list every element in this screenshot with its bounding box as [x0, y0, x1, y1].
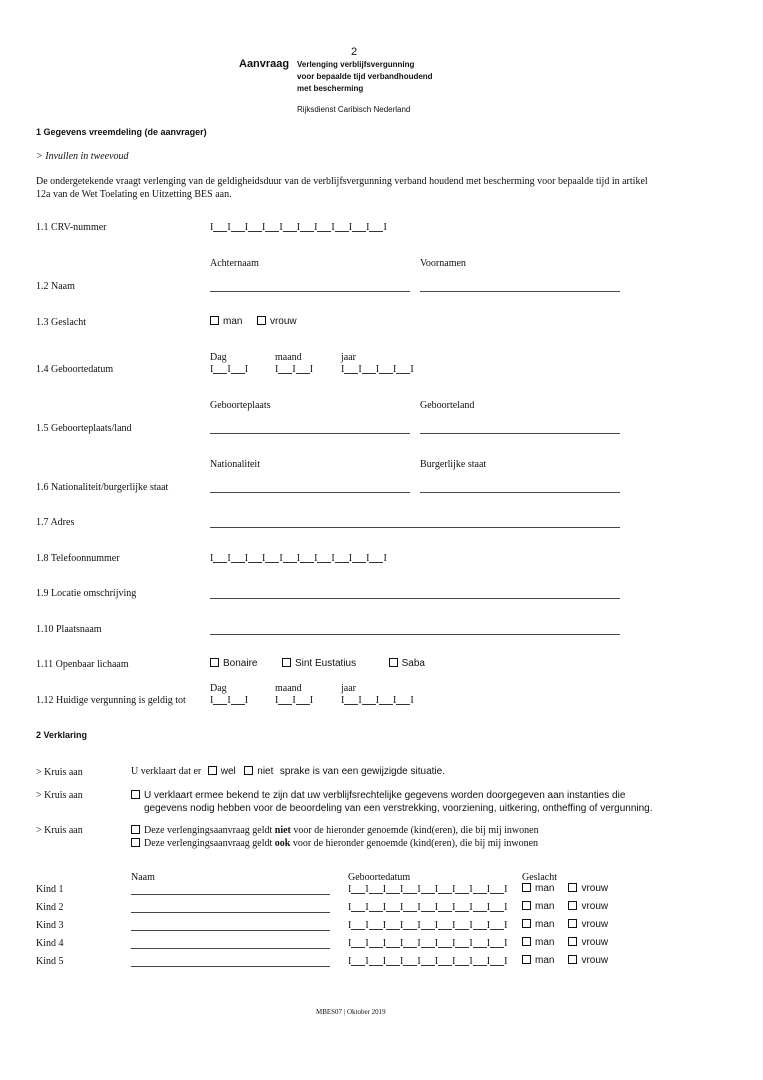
burgerlijke-staat-field[interactable]	[420, 492, 620, 493]
achternaam-field[interactable]	[210, 291, 410, 292]
child-geslacht-options	[522, 937, 608, 948]
instruction-text: > Invullen in tweevoud	[36, 151, 129, 162]
checkbox-vrouw[interactable]: vrouw	[568, 901, 608, 912]
child-geboortedatum-field[interactable]: I I I I I I I I I I	[348, 902, 508, 913]
nationaliteit-field[interactable]	[210, 492, 410, 493]
checkbox-vrouw[interactable]: vrouw	[568, 919, 608, 930]
checkbox-niet[interactable]: niet	[244, 766, 273, 777]
checkbox-man[interactable]: man	[522, 919, 554, 930]
openbaar-lichaam-options	[210, 658, 425, 669]
checkbox-icon	[568, 883, 577, 892]
child-geslacht-options	[522, 919, 608, 930]
label-nationaliteit: 1.6 Nationaliteit/burgerlijke staat	[36, 482, 169, 493]
statement-situatie: U verklaart dat er wel niet sprake is van een gewijzigde situatie.	[131, 766, 445, 777]
child-geslacht-options	[522, 955, 608, 966]
child-label: Kind 2	[36, 902, 64, 913]
voornamen-field[interactable]	[420, 291, 620, 292]
geboorteplaats-field[interactable]	[210, 433, 410, 434]
date-maand-label: maand	[275, 352, 302, 363]
checkbox-vrouw[interactable]: vrouw	[568, 955, 608, 966]
label-geslacht: 1.3 Geslacht	[36, 317, 86, 328]
checkbox-icon	[208, 766, 217, 775]
form-title: Aanvraag	[239, 58, 290, 70]
locatie-omschrijving-field[interactable]	[210, 598, 620, 599]
col-geboorteland: Geboorteland	[420, 400, 475, 411]
col-geboortedatum: Geboortedatum	[348, 872, 411, 883]
child-naam-field[interactable]	[131, 930, 330, 931]
date-jaar-label: jaar	[341, 683, 356, 694]
checkbox-icon	[522, 901, 531, 910]
label-adres: 1.7 Adres	[36, 517, 75, 528]
plaatsnaam-field[interactable]	[210, 634, 620, 635]
child-naam-field[interactable]	[131, 912, 330, 913]
child-label: Kind 1	[36, 884, 64, 895]
telefoonnummer-field[interactable]: I I I I I I I I I I I	[210, 553, 387, 564]
checkbox-icon	[522, 883, 531, 892]
checkbox-man[interactable]: man	[522, 883, 554, 894]
checkbox-saba[interactable]: Saba	[389, 658, 425, 669]
footer-code: MBES07 | Oktober 2019	[316, 1008, 386, 1016]
geboorteland-field[interactable]	[420, 433, 620, 434]
label-plaatsnaam: 1.10 Plaatsnaam	[36, 624, 102, 635]
checkbox-kinderen-niet[interactable]	[131, 825, 140, 834]
section-2-heading: 2 Verklaring	[36, 730, 88, 740]
checkbox-icon	[522, 937, 531, 946]
checkbox-icon	[389, 658, 398, 667]
label-crv-nummer: 1.1 CRV-nummer	[36, 222, 107, 233]
label-openbaar-lichaam: 1.11 Openbaar lichaam	[36, 659, 129, 670]
child-naam-field[interactable]	[131, 948, 330, 949]
child-geboortedatum-field[interactable]: I I I I I I I I I I	[348, 938, 508, 949]
checkbox-icon	[210, 658, 219, 667]
statement-kinderen: Deze verlengingsaanvraag geldt niet voor de hieronder genoemde (kind(eren), die bij mij inwonen Deze verlengingsaanvraag geldt ook voor de hieronder genoemde (kind(eren), die bij mij inwonen	[131, 824, 539, 850]
geboortedatum-jaar-field[interactable]: I I I I I	[341, 364, 414, 375]
checkbox-icon	[568, 919, 577, 928]
date-maand-label: maand	[275, 683, 302, 694]
form-subtitle: Verlenging verblijfsvergunning voor bepaalde tijd verbandhoudend met bescherming	[297, 60, 433, 93]
child-geslacht-options	[522, 883, 608, 894]
checkbox-icon	[568, 937, 577, 946]
page-number: 2	[351, 46, 358, 58]
child-label: Kind 5	[36, 956, 64, 967]
label-geboorteplaats-land: 1.5 Geboorteplaats/land	[36, 423, 132, 434]
child-geboortedatum-field[interactable]: I I I I I I I I I I	[348, 956, 508, 967]
checkbox-man[interactable]: man	[210, 316, 242, 327]
kruis-aan-label: > Kruis aan	[36, 767, 83, 778]
checkbox-man[interactable]: man	[522, 937, 554, 948]
checkbox-icon	[522, 919, 531, 928]
label-telefoonnummer: 1.8 Telefoonnummer	[36, 553, 120, 564]
checkbox-man[interactable]: man	[522, 955, 554, 966]
geboortedatum-dag-field[interactable]: I I I	[210, 364, 249, 375]
agency-name: Rijksdienst Caribisch Nederland	[297, 105, 411, 114]
child-geboortedatum-field[interactable]: I I I I I I I I I I	[348, 884, 508, 895]
kruis-aan-label: > Kruis aan	[36, 825, 83, 836]
col-burgerlijke-staat: Burgerlijke staat	[420, 459, 487, 470]
checkbox-vrouw[interactable]: vrouw	[568, 883, 608, 894]
statement-gegevens: U verklaart ermee bekend te zijn dat uw verblijfsrechtelijke gegevens worden doorgegeven aan instanties die gegevens nodig hebben voor de beoordeling van een verstrekking, voorziening, uitkering, ontheffing of vergunning.	[131, 789, 653, 815]
checkbox-gegevens[interactable]	[131, 790, 140, 799]
checkbox-icon	[244, 766, 253, 775]
col-geboorteplaats: Geboorteplaats	[210, 400, 271, 411]
child-label: Kind 4	[36, 938, 64, 949]
kruis-aan-label: > Kruis aan	[36, 790, 83, 801]
child-naam-field[interactable]	[131, 894, 330, 895]
checkbox-icon	[282, 658, 291, 667]
col-naam: Naam	[131, 872, 155, 883]
checkbox-sint-eustatius[interactable]: Sint Eustatius	[282, 658, 356, 669]
col-nationaliteit: Nationaliteit	[210, 459, 260, 470]
geldig-tot-dag-field[interactable]: I I I	[210, 695, 249, 706]
checkbox-icon	[568, 901, 577, 910]
child-naam-field[interactable]	[131, 966, 330, 967]
label-naam: 1.2 Naam	[36, 281, 75, 292]
checkbox-man[interactable]: man	[522, 901, 554, 912]
geldig-tot-jaar-field[interactable]: I I I I I	[341, 695, 414, 706]
checkbox-kinderen-ook[interactable]	[131, 838, 140, 847]
label-vergunning-geldig-tot: 1.12 Huidige vergunning is geldig tot	[36, 695, 186, 706]
checkbox-wel[interactable]: wel	[208, 766, 236, 777]
col-voornamen: Voornamen	[420, 258, 466, 269]
adres-field[interactable]	[210, 527, 620, 528]
geldig-tot-maand-field[interactable]: I I I	[275, 695, 314, 706]
label-geboortedatum: 1.4 Geboortedatum	[36, 364, 114, 375]
checkbox-vrouw[interactable]: vrouw	[568, 937, 608, 948]
date-dag-label: Dag	[210, 352, 227, 363]
child-geslacht-options	[522, 901, 608, 912]
checkbox-bonaire[interactable]: Bonaire	[210, 658, 257, 669]
crv-number-field[interactable]: I I I I I I I I I I I	[210, 222, 387, 233]
geslacht-options	[210, 316, 297, 327]
checkbox-icon	[257, 316, 266, 325]
checkbox-icon	[522, 955, 531, 964]
checkbox-icon	[568, 955, 577, 964]
col-achternaam: Achternaam	[210, 258, 259, 269]
col-geslacht: Geslacht	[522, 872, 557, 883]
section-1-heading: 1 Gegevens vreemdeling (de aanvrager)	[36, 127, 207, 137]
geboortedatum-maand-field[interactable]: I I I	[275, 364, 314, 375]
label-locatie-omschrijving: 1.9 Locatie omschrijving	[36, 588, 137, 599]
checkbox-vrouw[interactable]: vrouw	[257, 316, 297, 327]
child-geboortedatum-field[interactable]: I I I I I I I I I I	[348, 920, 508, 931]
date-jaar-label: jaar	[341, 352, 356, 363]
checkbox-icon	[210, 316, 219, 325]
date-dag-label: Dag	[210, 683, 227, 694]
child-label: Kind 3	[36, 920, 64, 931]
intro-text: De ondergetekende vraagt verlenging van de geldigheidsduur van de verblijfsvergunning verband houdend met bescherming voor bepaalde tijd in artikel 12a van de Wet Toelating en Uitzetting BES aan.	[36, 176, 648, 200]
